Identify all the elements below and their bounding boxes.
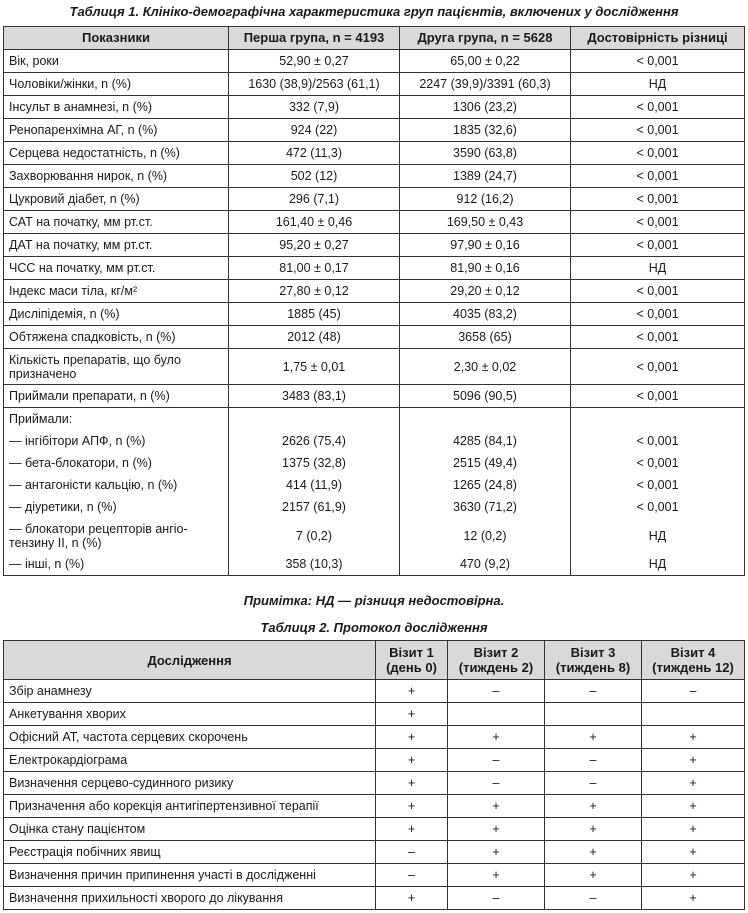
group2-cell: 3630 (71,2) bbox=[400, 496, 571, 518]
table1-caption: Таблиця 1. Клініко-демографічна характеристика груп пацієнтів, включених у дослідження bbox=[69, 4, 679, 19]
indicator-cell: — антагоністи кальцію, n (%) bbox=[4, 474, 229, 496]
group2-cell: 2247 (39,9)/3391 (60,3) bbox=[400, 73, 571, 96]
visit1-cell: + bbox=[376, 726, 448, 749]
table-row bbox=[4, 280, 745, 303]
group1-cell: 7 (0,2) bbox=[229, 518, 400, 553]
significance-cell: < 0,001 bbox=[571, 188, 745, 211]
empty-cell bbox=[571, 408, 745, 431]
group2-cell: 2515 (49,4) bbox=[400, 452, 571, 474]
visit4-cell: + bbox=[642, 818, 745, 841]
clinical-characteristics-table bbox=[3, 26, 745, 576]
significance-cell: < 0,001 bbox=[571, 119, 745, 142]
table-row bbox=[4, 303, 745, 326]
visit4-cell: + bbox=[642, 726, 745, 749]
visit3-cell: + bbox=[545, 726, 642, 749]
table2-caption: Таблиця 2. Протокол дослідження bbox=[260, 620, 488, 635]
indicator-cell: Приймали препарати, n (%) bbox=[4, 385, 229, 408]
table-row bbox=[4, 165, 745, 188]
group1-cell: 296 (7,1) bbox=[229, 188, 400, 211]
group1-cell: 924 (22) bbox=[229, 119, 400, 142]
visit3-cell: – bbox=[545, 680, 642, 703]
significance-cell: < 0,001 bbox=[571, 474, 745, 496]
empty-cell bbox=[400, 408, 571, 431]
significance-cell: < 0,001 bbox=[571, 430, 745, 452]
visit2-cell: – bbox=[448, 749, 545, 772]
visit2-cell: – bbox=[448, 887, 545, 910]
significance-cell: НД bbox=[571, 73, 745, 96]
visit3-cell: – bbox=[545, 772, 642, 795]
table-row bbox=[4, 841, 745, 864]
significance-cell: < 0,001 bbox=[571, 234, 745, 257]
visit2-cell: + bbox=[448, 818, 545, 841]
indicator-cell: — інгібітори АПФ, n (%) bbox=[4, 430, 229, 452]
significance-cell: < 0,001 bbox=[571, 452, 745, 474]
visit1-cell: + bbox=[376, 818, 448, 841]
visit1-cell: + bbox=[376, 680, 448, 703]
table-row bbox=[4, 887, 745, 910]
table-row bbox=[4, 211, 745, 234]
group2-cell: 81,90 ± 0,16 bbox=[400, 257, 571, 280]
table-row bbox=[4, 749, 745, 772]
table-row bbox=[4, 772, 745, 795]
significance-cell: < 0,001 bbox=[571, 280, 745, 303]
indicator-cell: Захворювання нирок, n (%) bbox=[4, 165, 229, 188]
significance-cell: < 0,001 bbox=[571, 349, 745, 385]
table1-header-significance: Достовірність різниці bbox=[571, 27, 745, 50]
indicator-cell: Дисліпідемія, n (%) bbox=[4, 303, 229, 326]
study-cell: Визначення причин припинення участі в дослідженні bbox=[4, 864, 376, 887]
study-cell: Анкетування хворих bbox=[4, 703, 376, 726]
group1-cell: 52,90 ± 0,27 bbox=[229, 50, 400, 73]
indicator-cell: — бета-блокатори, n (%) bbox=[4, 452, 229, 474]
visit2-cell bbox=[448, 703, 545, 726]
table1-header-group1: Перша група, n = 4193 bbox=[229, 27, 400, 50]
table-row bbox=[4, 96, 745, 119]
table-row bbox=[4, 188, 745, 211]
visit1-cell: + bbox=[376, 795, 448, 818]
group1-cell: 502 (12) bbox=[229, 165, 400, 188]
visit2-cell: + bbox=[448, 726, 545, 749]
table2-header-visit1: Візит 1 (день 0) bbox=[376, 641, 448, 680]
empty-cell bbox=[229, 408, 400, 431]
indicator-cell: Чоловіки/жінки, n (%) bbox=[4, 73, 229, 96]
visit3-cell: + bbox=[545, 864, 642, 887]
group1-cell: 358 (10,3) bbox=[229, 553, 400, 576]
group2-cell: 97,90 ± 0,16 bbox=[400, 234, 571, 257]
indicator-cell: — блокатори рецепторів ангіо-тензину II, n (%) bbox=[4, 518, 229, 553]
indicator-cell: Вік, роки bbox=[4, 50, 229, 73]
indicator-cell: Інсульт в анамнезі, n (%) bbox=[4, 96, 229, 119]
table-row bbox=[4, 408, 745, 431]
study-cell: Призначення або корекція антигіпертензивної терапії bbox=[4, 795, 376, 818]
table2-header-study: Дослідження bbox=[4, 641, 376, 680]
group1-cell: 81,00 ± 0,17 bbox=[229, 257, 400, 280]
indicator-cell: — інші, n (%) bbox=[4, 553, 229, 576]
significance-cell: < 0,001 bbox=[571, 96, 745, 119]
group2-cell: 1306 (23,2) bbox=[400, 96, 571, 119]
group1-cell: 1,75 ± 0,01 bbox=[229, 349, 400, 385]
table-row bbox=[4, 326, 745, 349]
table1-header-row bbox=[4, 27, 745, 50]
significance-cell: < 0,001 bbox=[571, 142, 745, 165]
table2-body bbox=[4, 680, 745, 910]
group-label-cell: Приймали: bbox=[4, 408, 229, 431]
study-cell: Збір анамнезу bbox=[4, 680, 376, 703]
visit4-cell: + bbox=[642, 795, 745, 818]
table-row bbox=[4, 385, 745, 408]
indicator-cell: Індекс маси тіла, кг/м² bbox=[4, 280, 229, 303]
visit4-cell: + bbox=[642, 864, 745, 887]
table2-header-visit2: Візит 2 (тиждень 2) bbox=[448, 641, 545, 680]
indicator-cell: САТ на початку, мм рт.ст. bbox=[4, 211, 229, 234]
group1-cell: 2012 (48) bbox=[229, 326, 400, 349]
group2-cell: 1389 (24,7) bbox=[400, 165, 571, 188]
visit4-cell: + bbox=[642, 841, 745, 864]
indicator-cell: Кількість препаратів, що було призначено bbox=[4, 349, 229, 385]
visit2-cell: + bbox=[448, 841, 545, 864]
group2-cell: 3590 (63,8) bbox=[400, 142, 571, 165]
indicator-cell: Ренопаренхімна АГ, n (%) bbox=[4, 119, 229, 142]
table-row bbox=[4, 452, 745, 474]
visit1-cell: + bbox=[376, 749, 448, 772]
visit4-cell: + bbox=[642, 772, 745, 795]
table-row bbox=[4, 430, 745, 452]
table1-note: Примітка: НД — різниця недостовірна. bbox=[243, 593, 505, 608]
group1-cell: 1630 (38,9)/2563 (61,1) bbox=[229, 73, 400, 96]
group1-cell: 2626 (75,4) bbox=[229, 430, 400, 452]
group2-cell: 4035 (83,2) bbox=[400, 303, 571, 326]
table1-body bbox=[4, 50, 745, 576]
study-cell: Офісний АТ, частота серцевих скорочень bbox=[4, 726, 376, 749]
visit4-cell: + bbox=[642, 887, 745, 910]
group2-cell: 29,20 ± 0,12 bbox=[400, 280, 571, 303]
group2-cell: 1265 (24,8) bbox=[400, 474, 571, 496]
group1-cell: 2157 (61,9) bbox=[229, 496, 400, 518]
table-row bbox=[4, 518, 745, 553]
group1-cell: 332 (7,9) bbox=[229, 96, 400, 119]
visit2-cell: + bbox=[448, 795, 545, 818]
group1-cell: 3483 (83,1) bbox=[229, 385, 400, 408]
significance-cell: < 0,001 bbox=[571, 385, 745, 408]
table-row bbox=[4, 553, 745, 576]
indicator-cell: Цукровий діабет, n (%) bbox=[4, 188, 229, 211]
significance-cell: < 0,001 bbox=[571, 326, 745, 349]
table-row bbox=[4, 726, 745, 749]
study-cell: Оцінка стану пацієнтом bbox=[4, 818, 376, 841]
table-row bbox=[4, 680, 745, 703]
visit1-cell: + bbox=[376, 887, 448, 910]
group1-cell: 95,20 ± 0,27 bbox=[229, 234, 400, 257]
significance-cell: < 0,001 bbox=[571, 303, 745, 326]
group1-cell: 27,80 ± 0,12 bbox=[229, 280, 400, 303]
table1-header-indicators: Показники bbox=[4, 27, 229, 50]
table2-header-visit4: Візит 4 (тиждень 12) bbox=[642, 641, 745, 680]
visit3-cell: + bbox=[545, 795, 642, 818]
visit3-cell: + bbox=[545, 841, 642, 864]
table-row bbox=[4, 234, 745, 257]
visit1-cell: + bbox=[376, 703, 448, 726]
table2-header-row bbox=[4, 641, 745, 680]
visit3-cell: – bbox=[545, 749, 642, 772]
table-row bbox=[4, 119, 745, 142]
visit2-cell: – bbox=[448, 680, 545, 703]
table-row bbox=[4, 50, 745, 73]
group2-cell: 1835 (32,6) bbox=[400, 119, 571, 142]
group2-cell: 12 (0,2) bbox=[400, 518, 571, 553]
significance-cell: НД bbox=[571, 257, 745, 280]
visit3-cell bbox=[545, 703, 642, 726]
table-row bbox=[4, 257, 745, 280]
study-protocol-table bbox=[3, 640, 745, 910]
indicator-cell: — діуретики, n (%) bbox=[4, 496, 229, 518]
group2-cell: 912 (16,2) bbox=[400, 188, 571, 211]
group1-cell: 472 (11,3) bbox=[229, 142, 400, 165]
group2-cell: 4285 (84,1) bbox=[400, 430, 571, 452]
table-row bbox=[4, 703, 745, 726]
study-cell: Визначення прихильності хворого до лікування bbox=[4, 887, 376, 910]
table-row bbox=[4, 795, 745, 818]
indicator-cell: Обтяжена спадковість, n (%) bbox=[4, 326, 229, 349]
significance-cell: < 0,001 bbox=[571, 496, 745, 518]
group2-cell: 470 (9,2) bbox=[400, 553, 571, 576]
visit1-cell: – bbox=[376, 864, 448, 887]
indicator-cell: Серцева недостатність, n (%) bbox=[4, 142, 229, 165]
group2-cell: 65,00 ± 0,22 bbox=[400, 50, 571, 73]
visit4-cell: + bbox=[642, 749, 745, 772]
table-row bbox=[4, 864, 745, 887]
study-cell: Визначення серцево-судинного ризику bbox=[4, 772, 376, 795]
visit3-cell: + bbox=[545, 818, 642, 841]
visit1-cell: + bbox=[376, 772, 448, 795]
indicator-cell: ЧСС на початку, мм рт.ст. bbox=[4, 257, 229, 280]
significance-cell: < 0,001 bbox=[571, 211, 745, 234]
table-row bbox=[4, 349, 745, 385]
group2-cell: 3658 (65) bbox=[400, 326, 571, 349]
group2-cell: 169,50 ± 0,43 bbox=[400, 211, 571, 234]
table2-header-visit3: Візит 3 (тиждень 8) bbox=[545, 641, 642, 680]
study-cell: Електрокардіограма bbox=[4, 749, 376, 772]
significance-cell: < 0,001 bbox=[571, 50, 745, 73]
indicator-cell: ДАТ на початку, мм рт.ст. bbox=[4, 234, 229, 257]
significance-cell: < 0,001 bbox=[571, 165, 745, 188]
group2-cell: 2,30 ± 0,02 bbox=[400, 349, 571, 385]
table-row bbox=[4, 142, 745, 165]
group1-cell: 1375 (32,8) bbox=[229, 452, 400, 474]
visit4-cell: – bbox=[642, 680, 745, 703]
visit4-cell bbox=[642, 703, 745, 726]
table-row bbox=[4, 474, 745, 496]
group1-cell: 1885 (45) bbox=[229, 303, 400, 326]
significance-cell: НД bbox=[571, 553, 745, 576]
table-row bbox=[4, 818, 745, 841]
significance-cell: НД bbox=[571, 518, 745, 553]
visit2-cell: + bbox=[448, 864, 545, 887]
group2-cell: 5096 (90,5) bbox=[400, 385, 571, 408]
table1-header-group2: Друга група, n = 5628 bbox=[400, 27, 571, 50]
visit2-cell: – bbox=[448, 772, 545, 795]
table-row bbox=[4, 73, 745, 96]
table-row bbox=[4, 496, 745, 518]
visit3-cell: – bbox=[545, 887, 642, 910]
group1-cell: 414 (11,9) bbox=[229, 474, 400, 496]
visit1-cell: – bbox=[376, 841, 448, 864]
group1-cell: 161,40 ± 0,46 bbox=[229, 211, 400, 234]
study-cell: Реєстрація побічних явищ bbox=[4, 841, 376, 864]
